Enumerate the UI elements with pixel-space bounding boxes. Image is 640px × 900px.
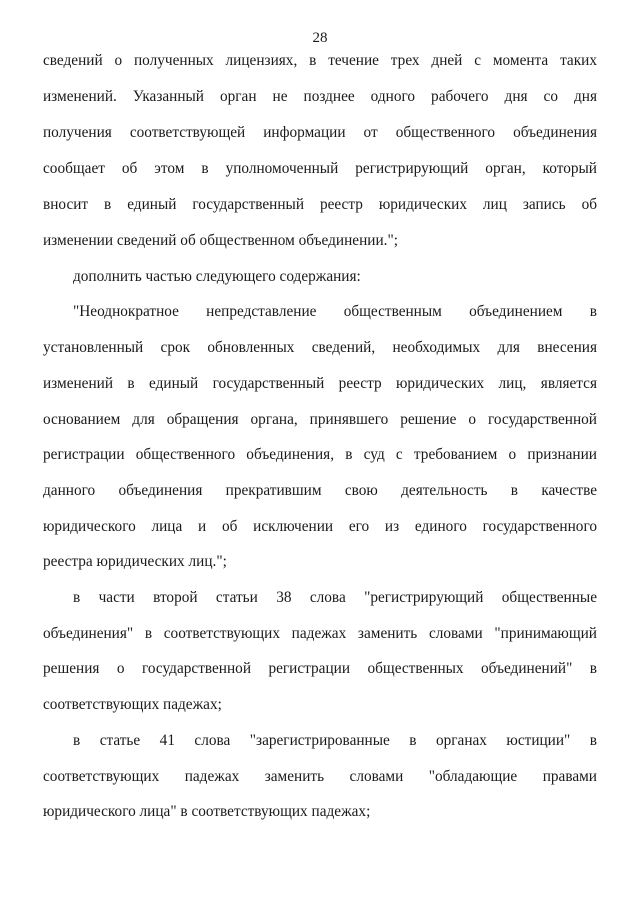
text-line: вносит в единый государственный реестр юридических лиц запись об — [43, 196, 597, 213]
text-line: соответствующих падежах заменить словами "обладающие правами — [43, 768, 597, 785]
text-line: объединения" в соответствующих падежах заменить словами "принимающий — [43, 625, 597, 642]
text-line: изменений. Указанный орган не позднее одного рабочего дня со дня — [43, 88, 597, 105]
text-line: дополнить частью следующего содержания: — [73, 268, 361, 285]
text-line: установленный срок обновленных сведений, необходимых для внесения — [43, 339, 597, 356]
text-line: регистрации общественного объединения, в суд с требованием о признании — [43, 446, 597, 463]
text-line: изменении сведений об общественном объединении."; — [43, 232, 398, 249]
text-line: соответствующих падежах; — [43, 696, 222, 713]
text-line: изменений в единый государственный реестр юридических лиц, является — [43, 375, 597, 392]
text-line: сведений о полученных лицензиях, в течение трех дней с момента таких — [43, 52, 597, 69]
text-line: получения соответствующей информации от общественного объединения — [43, 124, 597, 141]
text-line: в статье 41 слова "зарегистрированные в органах юстиции" в — [73, 732, 597, 749]
text-line: данного объединения прекратившим свою деятельность в качестве — [43, 482, 597, 499]
page-number: 28 — [312, 30, 328, 46]
text-line: юридического лица и об исключении его из единого государственного — [43, 518, 597, 535]
text-line: сообщает об этом в уполномоченный регистрирующий орган, который — [43, 160, 597, 177]
text-line: основанием для обращения органа, принявшего решение о государственной — [43, 411, 597, 428]
text-line: в части второй статьи 38 слова "регистрирующий общественные — [73, 589, 597, 606]
text-line: реестра юридических лиц."; — [43, 553, 227, 570]
text-line: "Неоднократное непредставление общественным объединением в — [73, 303, 597, 320]
text-line: решения о государственной регистрации общественных объединений" в — [43, 660, 597, 677]
text-line: юридического лица" в соответствующих падежах; — [43, 803, 371, 820]
